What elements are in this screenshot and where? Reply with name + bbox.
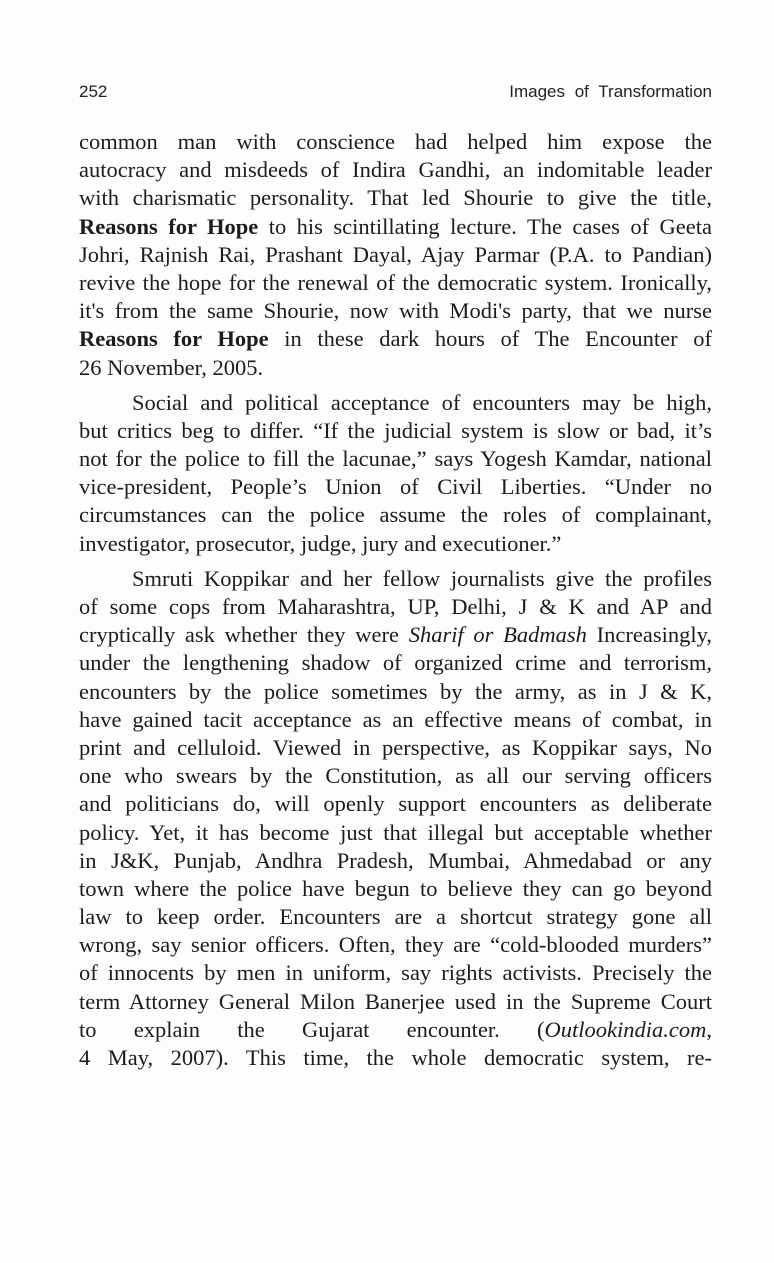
text-line: 4 May, 2007). This time, the whole democratic system, re- <box>79 1045 712 1070</box>
text-line: to explain the Gujarat encounter. (Outlookindia.com, <box>79 1016 712 1042</box>
text-line: print and celluloid. Viewed in perspective, as Koppikar says, No <box>79 734 712 760</box>
text-line: cryptically ask whether they were Sharif or Badmash Increasingly, <box>79 622 712 648</box>
text-line: policy. Yet, it has become just that illegal but acceptable whether <box>79 819 712 845</box>
text-line: Social and political acceptance of encounters may be high, <box>132 389 712 415</box>
text-line: but critics beg to differ. “If the judicial system is slow or bad, it’s <box>79 417 712 443</box>
text-line: common man with conscience had helped him expose the <box>79 129 712 154</box>
text-line: in J&K, Punjab, Andhra Pradesh, Mumbai, Ahmedabad or any <box>79 847 712 873</box>
running-title: Images of Transformation <box>509 82 712 101</box>
text-line: of some cops from Maharashtra, UP, Delhi, J & K and AP and <box>79 594 712 619</box>
text-line: investigator, prosecutor, judge, jury and executioner.” <box>79 530 562 556</box>
text-line: one who swears by the Constitution, as all our serving officers <box>79 763 712 789</box>
text-line: Reasons for Hope to his scintillating lecture. The cases of Geeta <box>79 213 713 239</box>
text-line: Smruti Koppikar and her fellow journalists give the profiles <box>132 565 712 591</box>
text-line: encounters by the police sometimes by the army, as in J & K, <box>79 678 712 704</box>
paragraph-gap <box>79 382 712 389</box>
text-line: Reasons for Hope in these dark hours of The Encounter of <box>79 326 712 352</box>
text-line: of innocents by men in uniform, say rights activists. Precisely the <box>79 960 712 986</box>
paragraph-2 <box>79 389 712 558</box>
bold-phrase: Reasons for Hope <box>79 213 259 239</box>
text-line: and politicians do, will openly support encounters as deliberate <box>79 791 712 817</box>
text-line: vice-president, People’s Union of Civil Liberties. “Under no <box>79 474 712 500</box>
bold-phrase: Reasons for Hope <box>79 326 269 352</box>
text-line: term Attorney General Milon Banerjee used in the Supreme Court <box>79 988 712 1014</box>
text-line: with charismatic personality. That led Shourie to give the title, <box>79 185 712 211</box>
text-line: have gained tacit acceptance as an effective means of combat, in <box>79 706 712 732</box>
text-line: revive the hope for the renewal of the democratic system. Ironically, <box>79 269 712 295</box>
italic-phrase: Outlookindia.com <box>544 1016 707 1042</box>
text-line: it's from the same Shourie, now with Modi's party, that we nurse <box>79 298 712 324</box>
text-line: 26 November, 2005. <box>79 354 264 380</box>
body-text <box>79 128 712 1072</box>
paragraph-1 <box>79 128 712 382</box>
text-line: circumstances can the police assume the roles of complainant, <box>79 502 712 528</box>
text-line: autocracy and misdeeds of Indira Gandhi, an indomitable leader <box>79 157 712 183</box>
text-line: wrong, say senior officers. Often, they are “cold-blooded murders” <box>79 932 712 958</box>
text-line: town where the police have begun to believe they can go beyond <box>79 875 712 901</box>
text-line: under the lengthening shadow of organized crime and terrorism, <box>79 650 712 676</box>
page-number: 252 <box>79 82 108 101</box>
text-line: not for the police to fill the lacunae,” says Yogesh Kamdar, national <box>79 446 712 472</box>
paragraph-gap <box>79 558 712 565</box>
text-line: Johri, Rajnish Rai, Prashant Dayal, Ajay Parmar (P.A. to Pandian) <box>79 241 712 267</box>
italic-phrase: Sharif or Badmash <box>408 622 587 648</box>
text-line: law to keep order. Encounters are a shortcut strategy gone all <box>79 904 712 930</box>
running-header <box>79 82 712 106</box>
paragraph-3 <box>79 565 712 1072</box>
